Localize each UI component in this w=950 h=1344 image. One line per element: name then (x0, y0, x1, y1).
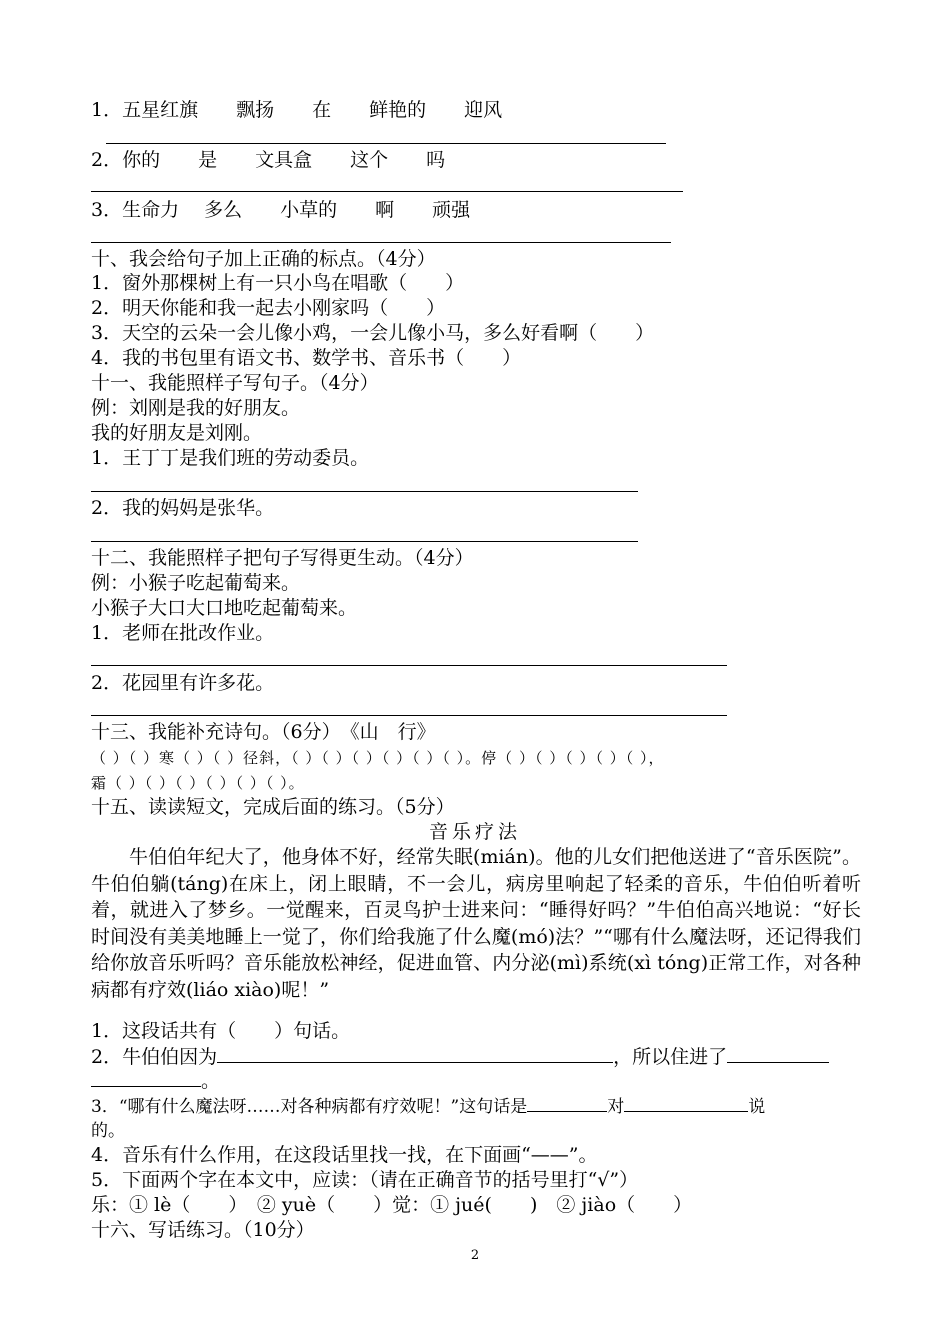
answer-blank[interactable] (217, 1044, 613, 1063)
answer-line[interactable] (91, 242, 671, 243)
s15-q2-continued (91, 1068, 220, 1093)
s15-q4: 4．音乐有什么作用，在这段话里找一找，在下面画“——”。 (91, 1144, 598, 1166)
s15-q5: 5．下面两个字在本文中，应读：（请在正确音节的括号里打“√”） (91, 1169, 639, 1191)
s10-title: 十、我会给句子加上正确的标点。（4分） (91, 248, 436, 270)
answer-line[interactable] (91, 191, 683, 192)
s15-q1: 1．这段话共有（ ）句话。 (91, 1020, 351, 1042)
answer-line[interactable] (106, 143, 666, 144)
s10-item-1: 1．窗外那棵树上有一只小鸟在唱歌（ ） (91, 272, 465, 294)
s10-item-3: 3．天空的云朵一会儿像小鸡，一会儿像小马，多么好看啊（ ） (91, 322, 655, 344)
s10-item-4: 4．我的书包里有语文书、数学书、音乐书（ ） (91, 347, 522, 369)
s11-q1: 1．王丁丁是我们班的劳动委员。 (91, 447, 370, 469)
s11-example-2: 我的好朋友是刘刚。 (91, 422, 263, 444)
answer-blank[interactable] (527, 1096, 607, 1112)
s15-q3 (91, 1095, 861, 1119)
answer-line[interactable] (91, 491, 638, 492)
s15-q2 (91, 1044, 861, 1069)
s12-example-2: 小猴子大口大口地吃起葡萄来。 (91, 597, 358, 619)
s11-example-1: 例：刘刚是我的好朋友。 (91, 397, 301, 419)
answer-blank[interactable] (624, 1096, 748, 1112)
s13-title: 十三、我能补充诗句。（6分） 《山 行》 (91, 721, 436, 743)
answer-line[interactable] (91, 715, 727, 716)
q2-text-c: 。 (201, 1070, 221, 1092)
s11-q2: 2．我的妈妈是张华。 (91, 497, 275, 519)
s9-q2: 2．你的 是 文具盒 这个 吗 (91, 149, 446, 171)
s9-q1: 1．五星红旗 飘扬 在 鲜艳的 迎风 (91, 99, 503, 121)
passage-title: 音乐疗法 (428, 821, 521, 843)
answer-blank[interactable] (91, 1068, 201, 1087)
q2-text-b: ，所以住进了 (613, 1046, 728, 1068)
passage-text (91, 844, 861, 1003)
s12-example-1: 例：小猴子吃起葡萄来。 (91, 572, 301, 594)
s9-q3: 3．生命力 多么 小草的 啊 顽强 (91, 199, 471, 221)
q2-text-a: 2．牛伯伯因为 (91, 1046, 218, 1068)
s12-q2: 2．花园里有许多花。 (91, 672, 275, 694)
q3-text-a: 3．“哪有什么魔法呀……对各种病都有疗效呢！”这句话是 (91, 1097, 528, 1117)
q3-text-c: 说 (748, 1097, 766, 1117)
answer-blank[interactable] (727, 1044, 829, 1063)
s12-q1: 1．老师在批改作业。 (91, 622, 275, 644)
s10-item-2: 2．明天你能和我一起去小刚家吗（ ） (91, 297, 446, 319)
s15-title: 十五、读读短文，完成后面的练习。（5分） (91, 796, 455, 818)
answer-line[interactable] (91, 665, 727, 666)
page-number: 2 (470, 1248, 480, 1263)
s15-q5-options: 乐：① lè（ ） ② yuè（ ）觉：① jué( ) ② jiào（ ） (91, 1194, 693, 1216)
passage-paragraph: 牛伯伯年纪大了，他身体不好，经常失眠(mián)。他的儿女们把他送进了“音乐医院”。牛伯伯躺(táng)在床上，闭上眼睛，不一会儿，病房里响起了轻柔的音乐，牛伯伯听着听着，就进入了梦乡。一觉醒来，百灵鸟护士进来问：“睡得好吗？”牛伯伯高兴地说：“好长时间没有美美地睡上一觉了，你们给我施了什么魔(mó)法？”“哪有什么魔法呀，还记得我们给你放音乐听吗？音乐能放松神经，促进血管、内分泌(mì)系统(xì tóng)正常工作，对各种病都有疗效(liáo xiào)呢！” (91, 846, 861, 1001)
answer-line[interactable] (91, 541, 638, 542)
poem-line-1: （ ）（ ）寒（ ）（ ）径斜，（ ）（ ）（ ）（ ）（ ）（ ）。停（ ）（ ）（ ）（ ）（ ）， (91, 749, 665, 767)
s15-q3-continued: 的。 (91, 1121, 125, 1141)
s12-title: 十二、我能照样子把句子写得更生动。（4分） (91, 547, 474, 569)
poem-line-2: 霜（ ）（ ）（ ）（ ）（ ）（ ）。 (91, 774, 305, 792)
s16-title: 十六、写话练习。（10分） (91, 1219, 315, 1241)
s11-title: 十一、我能照样子写句子。（4分） (91, 372, 379, 394)
q3-text-b: 对 (607, 1097, 625, 1117)
